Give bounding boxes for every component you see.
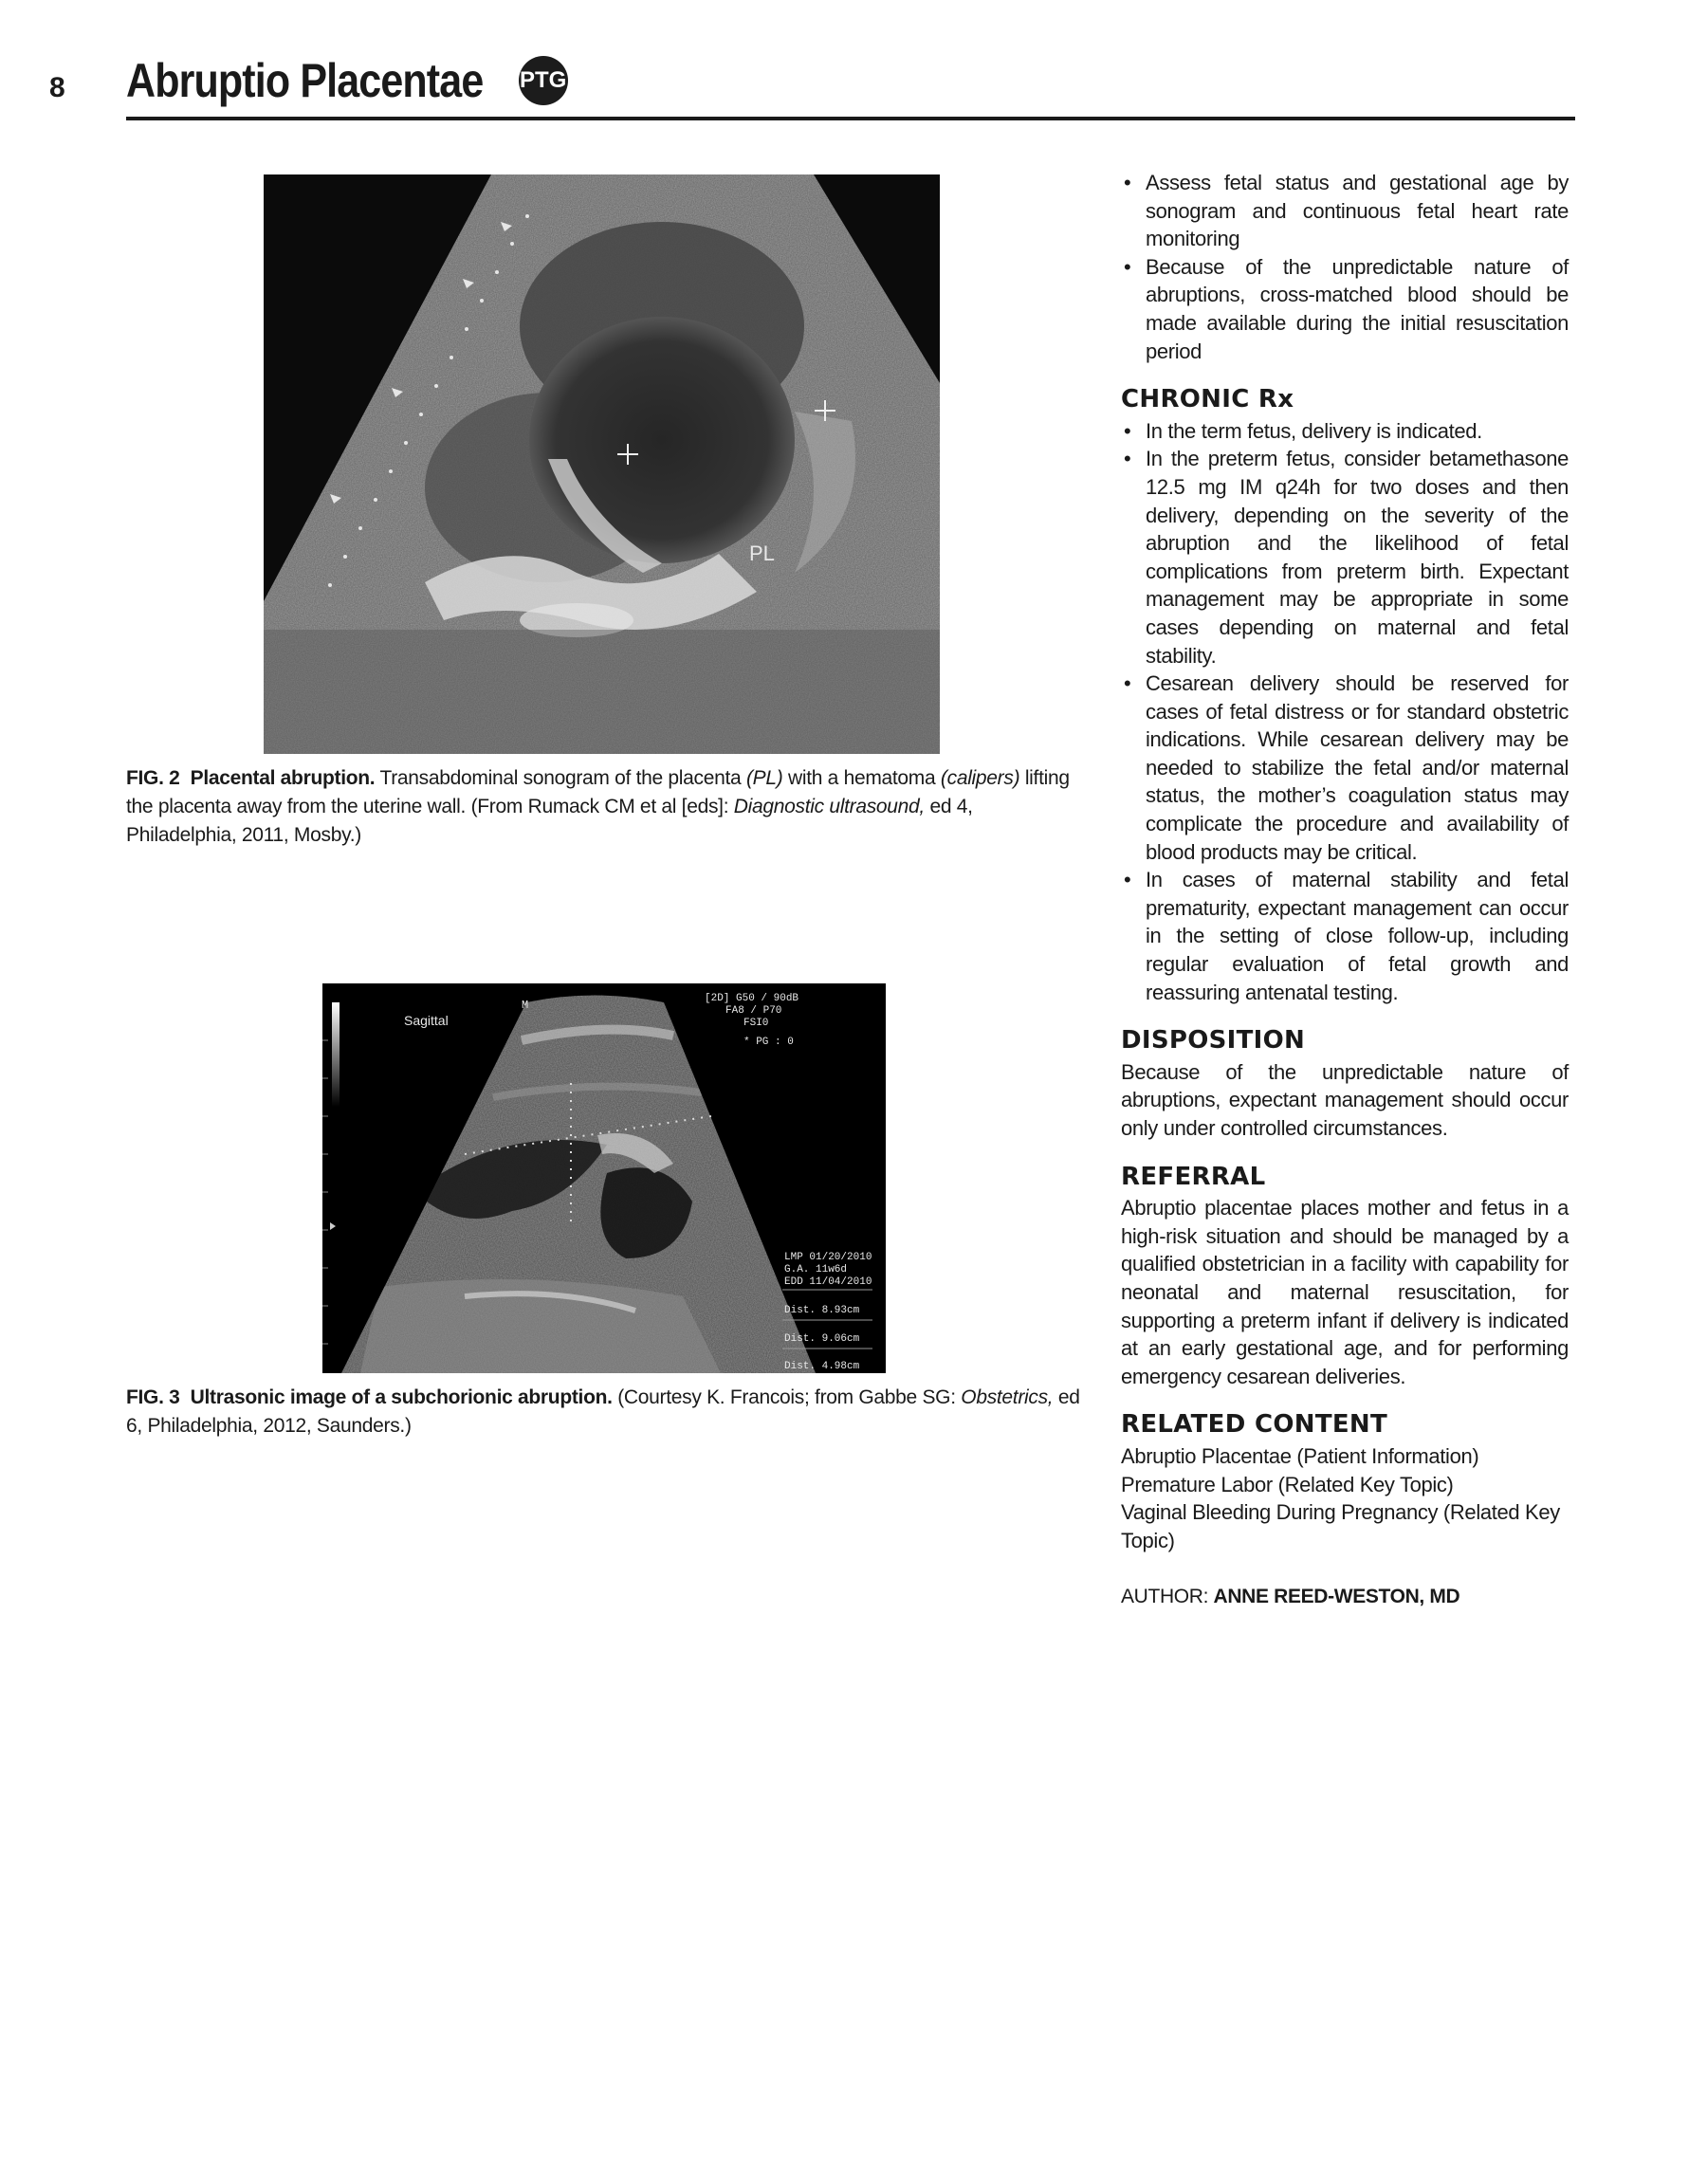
related-item[interactable]: Abruptio Placentae (Patient Information) <box>1121 1443 1479 1468</box>
ga-readout: G.A. 11w6d <box>784 1264 848 1276</box>
settings-line-2: FA8 / P70 <box>725 1005 782 1017</box>
fig3-italic-1: Obstetrics, <box>961 1386 1054 1408</box>
related-content-list <box>1121 1442 1569 1554</box>
fig2-text-2: with a hematoma <box>782 767 941 789</box>
settings-line-3: FSI0 <box>743 1018 769 1029</box>
fig2-text-1: Transabdominal sonogram of the placenta <box>375 767 746 789</box>
chronic-bullet: • In the term fetus, delivery is indicated. <box>1121 417 1569 446</box>
fig2-italic-1: (PL) <box>745 767 783 789</box>
chronic-bullet-list <box>1121 417 1569 1006</box>
chronic-bullet: • Cesarean delivery should be reserved for cases of fetal distress or for standard obstetric indications. While cesarean delivery may be needed to stabilize the fetal and/or maternal status, the mother’s coagulation status may complicate the procedure and availability of blood products may be critical. <box>1121 670 1569 866</box>
figure-3-caption <box>126 1384 1084 1441</box>
fig2-label: FIG. 2 <box>126 767 180 789</box>
pg-readout: * PG : 0 <box>743 1037 794 1048</box>
chronic-bullet: • In cases of maternal stability and fetal prematurity, expectant management can occur in the setting of close follow-up, including regular evaluation of fetal growth and reassuring antenatal testing. <box>1121 866 1569 1006</box>
related-item[interactable]: Vaginal Bleeding During Pregnancy (Related Key Topic) <box>1121 1500 1560 1552</box>
author-name: ANNE REED-WESTON, MD <box>1213 1586 1460 1608</box>
chronic-rx-heading: CHRONIC Rx <box>1121 385 1294 414</box>
fig3-label: FIG. 3 <box>126 1386 180 1408</box>
author-label: AUTHOR: <box>1121 1586 1214 1608</box>
chronic-bullet: • In the preterm fetus, consider betamethasone 12.5 mg IM q24h for two doses and then delivery, depending on the severity of the abruption and the likelihood of fetal complications from preterm birth. Expectant management may be appropriate in some cases depending on maternal and fetal stability. <box>1121 445 1569 670</box>
intro-bullet: • Assess fetal status and gestational age by sonogram and continuous fetal heart rate monitoring <box>1121 169 1569 253</box>
figure-3-ultrasound <box>322 983 886 1373</box>
lmp-readout: LMP 01/20/2010 <box>784 1252 872 1263</box>
figure-2-sonogram <box>264 174 940 754</box>
page-header <box>126 53 568 108</box>
dist-readout-1: Dist. 8.93cm <box>784 1305 860 1316</box>
fig3-title: Ultrasonic image of a subchorionic abruption. <box>190 1386 613 1408</box>
fig3-text-2: ed 6, Philadelphia, 2012, Saunders.) <box>126 1386 1080 1437</box>
related-item[interactable]: Premature Labor (Related Key Topic) <box>1121 1472 1454 1496</box>
dist-readout-2: Dist. 9.06cm <box>784 1333 860 1345</box>
figure-2-caption <box>126 764 1084 850</box>
sagittal-label: Sagittal <box>404 1013 449 1028</box>
edd-readout: EDD 11/04/2010 <box>784 1276 872 1288</box>
pl-label: PL <box>749 541 775 565</box>
fig2-italic-3: Diagnostic ultrasound, <box>733 796 925 817</box>
settings-line-1: [2D] G50 / 90dB <box>705 993 799 1004</box>
fig2-text-3: lifting the placenta away from the uterine wall. (From Rumack CM et al [eds]: <box>126 767 1070 817</box>
referral-text: Abruptio placentae places mother and fetus in a high-risk situation and should be managed by a qualified obstetrician in a facility with capability for neonatal and maternal resuscitation, for supporting a preterm infant if delivery is indicated at an early gestational age, and for performing emergency cesarean deliveries. <box>1121 1196 1569 1388</box>
ptg-badge: PTG <box>519 56 568 105</box>
disposition-text: Because of the unpredictable nature of abruptions, expectant management should occur only under controlled circumstances. <box>1121 1059 1569 1140</box>
fig3-text-1: (Courtesy K. Francois; from Gabbe SG: <box>612 1386 962 1408</box>
header-rule <box>126 117 1575 120</box>
right-column <box>1121 169 1569 1611</box>
intro-bullet: • Because of the unpredictable nature of abruptions, cross-matched blood should be made available during the initial resuscitation period <box>1121 253 1569 365</box>
related-content-heading: RELATED CONTENT <box>1121 1410 1388 1440</box>
page-number: 8 <box>49 72 65 103</box>
fig2-italic-2: (calipers) <box>940 767 1020 789</box>
fig2-text-4: ed 4, Philadelphia, 2011, Mosby.) <box>126 796 973 846</box>
fig2-title: Placental abruption. <box>190 767 376 789</box>
probe-marker: M <box>522 999 529 1012</box>
page-title: Abruptio Placentae <box>126 54 484 107</box>
author-line <box>1121 1583 1569 1611</box>
referral-heading: REFERRAL <box>1121 1162 1266 1191</box>
dist-readout-3: Dist. 4.98cm <box>784 1361 860 1372</box>
disposition-heading: DISPOSITION <box>1121 1026 1306 1055</box>
intro-bullet-list <box>1121 169 1569 365</box>
